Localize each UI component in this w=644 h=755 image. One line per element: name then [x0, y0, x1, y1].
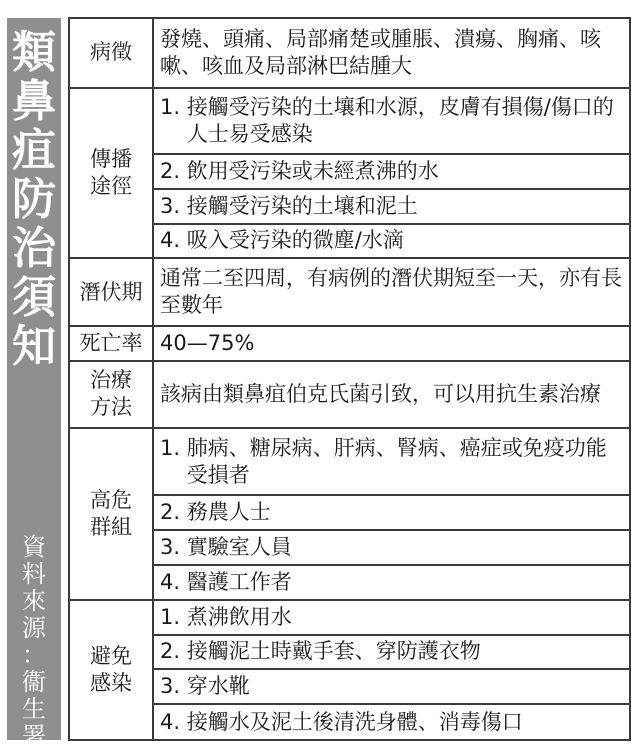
table-row	[69, 495, 630, 530]
value-symptoms: 發燒、頭痛、局部痛楚或腫脹、潰瘍、胸痛、咳嗽、咳血及局部淋巴結腫大	[153, 18, 630, 88]
label-incubation: 潛伏期	[69, 258, 153, 325]
row-high-risk	[69, 428, 630, 495]
item-text: 吸入受污染的微塵/水滴	[186, 228, 404, 253]
list-item	[153, 600, 630, 635]
title-char: 鼻	[12, 76, 56, 127]
list-item	[153, 154, 630, 189]
item-number: 1.	[160, 435, 187, 460]
list-item	[153, 565, 630, 600]
item-text: 肺病、糖尿病、肝病、腎病、癌症或免疫功能受損者	[186, 435, 607, 487]
item-number: 3.	[160, 535, 187, 560]
item-number: 4.	[160, 569, 187, 594]
item-text: 煮沸飲用水	[186, 604, 292, 629]
title-char: 治	[12, 223, 56, 274]
title-char: 類	[12, 27, 56, 78]
info-table	[68, 17, 631, 741]
value-incubation: 通常二至四周，有病例的潛伏期短至一天，亦有長至數年	[153, 258, 630, 325]
row-treatment	[69, 361, 630, 428]
table-row	[69, 154, 630, 189]
row-transmission	[69, 88, 630, 154]
source-char: 來	[22, 587, 46, 615]
label-line: 傳播	[90, 146, 132, 171]
item-number: 2.	[160, 500, 187, 525]
table-row	[69, 669, 630, 704]
list-item	[153, 669, 630, 704]
item-number: 1.	[160, 604, 187, 629]
list-item	[153, 189, 630, 224]
value-mortality: 40—75%	[153, 326, 630, 361]
list-item	[153, 530, 630, 565]
item-text: 飲用受污染或未經煮沸的水	[186, 158, 439, 183]
source-char: ：	[22, 641, 46, 669]
title-char: 須	[12, 272, 56, 323]
label-prevention	[69, 600, 153, 740]
label-line: 群組	[90, 514, 132, 539]
item-number: 2.	[160, 158, 187, 183]
item-text: 務農人士	[186, 500, 271, 525]
item-text: 穿水靴	[186, 674, 250, 699]
list-item	[153, 88, 630, 154]
item-number: 4.	[160, 709, 187, 734]
source-char: 衞	[22, 668, 46, 696]
title-char: 疽	[12, 125, 56, 176]
label-line: 方法	[90, 395, 132, 420]
row-incubation	[69, 258, 630, 325]
label-symptoms: 病徵	[69, 18, 153, 88]
list-item	[153, 635, 630, 670]
list-item	[153, 704, 630, 740]
source-char: 料	[22, 560, 46, 588]
row-prevention	[69, 600, 630, 635]
item-number: 1.	[160, 94, 187, 119]
table-row	[69, 565, 630, 600]
title-char: 防	[12, 174, 56, 225]
list-item	[153, 495, 630, 530]
item-number: 2.	[160, 639, 187, 664]
value-treatment: 該病由類鼻疽伯克氏菌引致，可以用抗生素治療	[153, 361, 630, 428]
vertical-title	[12, 28, 56, 371]
source-char: 署	[22, 722, 46, 750]
label-line: 途徑	[90, 173, 132, 198]
title-char: 知	[12, 321, 56, 372]
label-line: 感染	[90, 670, 132, 695]
title-sidebar	[7, 18, 61, 750]
source-char: 源	[22, 614, 46, 642]
table-row	[69, 189, 630, 224]
list-item	[153, 428, 630, 495]
label-line: 避免	[90, 643, 132, 668]
item-text: 接觸水及泥土後清洗身體、消毒傷口	[186, 709, 523, 734]
label-line: 高危	[90, 487, 132, 512]
item-text: 接觸受污染的土壤和水源，皮膚有損傷/傷口的人士易受感染	[186, 94, 614, 146]
row-symptoms	[69, 18, 630, 88]
item-number: 4.	[160, 228, 187, 253]
vertical-source	[7, 534, 61, 750]
label-high-risk	[69, 428, 153, 600]
label-line: 治療	[90, 368, 132, 393]
item-text: 實驗室人員	[186, 535, 292, 560]
label-mortality: 死亡率	[69, 326, 153, 361]
table-row	[69, 224, 630, 259]
item-number: 3.	[160, 193, 187, 218]
label-treatment	[69, 361, 153, 428]
item-text: 接觸受污染的土壤和泥土	[186, 193, 418, 218]
item-text: 醫護工作者	[186, 569, 292, 594]
table-row	[69, 635, 630, 670]
label-transmission	[69, 88, 153, 259]
list-item	[153, 224, 630, 259]
source-char: 資	[22, 533, 46, 561]
source-char: 生	[22, 695, 46, 723]
table-row	[69, 530, 630, 565]
item-number: 3.	[160, 674, 187, 699]
row-mortality	[69, 326, 630, 361]
table-row	[69, 704, 630, 740]
item-text: 接觸泥土時戴手套、穿防護衣物	[186, 639, 481, 664]
